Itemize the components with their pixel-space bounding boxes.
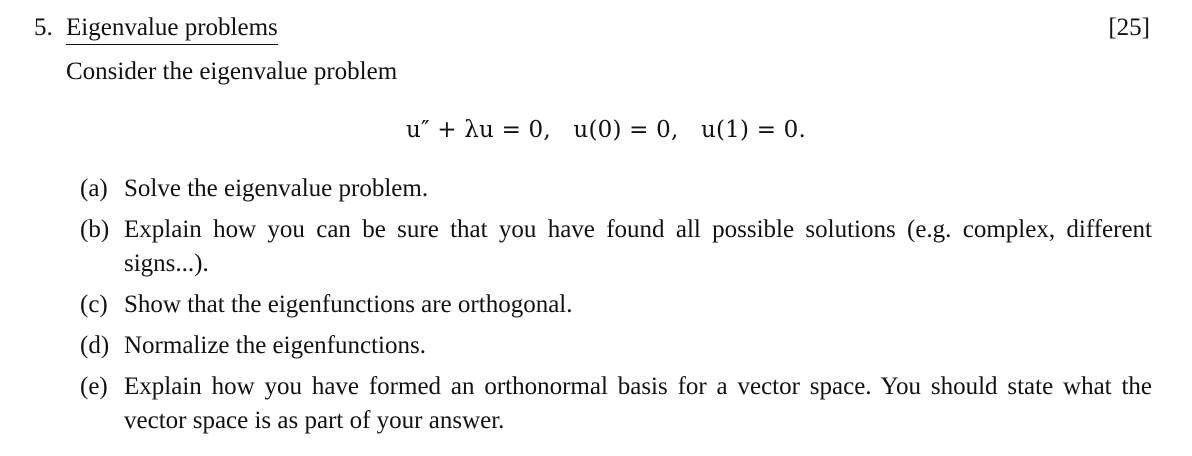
equation: u″ + λu = 0, u(0) = 0, u(1) = 0. bbox=[405, 117, 807, 143]
question-title: Eigenvalue problems bbox=[66, 12, 278, 45]
part-c bbox=[80, 288, 1152, 322]
part-text: Show that the eigenfunctions are orthogonal. bbox=[124, 291, 573, 318]
part-label: (b) bbox=[80, 216, 110, 243]
part-text: Explain how you can be sure that you have found all possible solutions (e.g. complex, different signs...). bbox=[124, 216, 1152, 277]
parts-list bbox=[80, 172, 1152, 445]
part-label: (d) bbox=[80, 332, 110, 359]
part-e bbox=[80, 370, 1152, 438]
equation-block bbox=[0, 112, 1192, 148]
intro-text: Consider the eigenvalue problem bbox=[66, 58, 398, 85]
part-d bbox=[80, 329, 1152, 363]
question-marks: [25] bbox=[1108, 14, 1150, 41]
part-label: (a) bbox=[80, 175, 108, 202]
part-text: Solve the eigenvalue problem. bbox=[124, 175, 429, 202]
part-label: (c) bbox=[80, 291, 108, 318]
question-header bbox=[34, 12, 1154, 46]
part-text: Explain how you have formed an orthonormal basis for a vector space. You should state what the vector space is as part of your answer. bbox=[124, 373, 1152, 434]
part-a bbox=[80, 172, 1152, 206]
question-number: 5. bbox=[34, 14, 53, 41]
part-label: (e) bbox=[80, 373, 108, 400]
part-text: Normalize the eigenfunctions. bbox=[124, 332, 426, 359]
part-b bbox=[80, 213, 1152, 281]
